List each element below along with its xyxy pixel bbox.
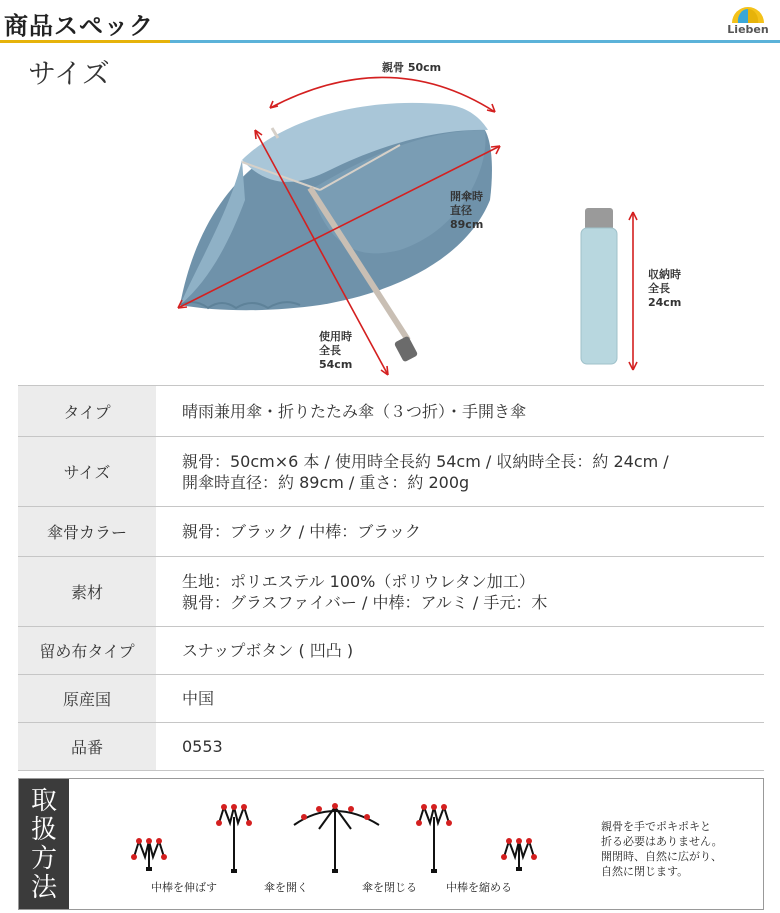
stored-length-label: 収納時 全長 24cm bbox=[648, 268, 682, 309]
spec-label: 原産国 bbox=[18, 675, 156, 723]
handling-title: 取 扱 方 法 bbox=[19, 779, 69, 909]
step-open: 傘を開く bbox=[264, 881, 308, 894]
header-underline bbox=[170, 40, 780, 43]
handling-section bbox=[18, 778, 764, 910]
spec-label: サイズ bbox=[18, 437, 156, 507]
handling-steps bbox=[79, 779, 599, 909]
umbrella-illustration bbox=[160, 50, 700, 380]
size-heading: サイズ bbox=[28, 57, 110, 90]
spec-row-item-number bbox=[18, 723, 764, 771]
header-underline-accent bbox=[0, 40, 170, 43]
spec-value: 親骨：ブラック / 中棒：ブラック bbox=[156, 507, 764, 557]
step-shorten-shaft: 中棒を縮める bbox=[446, 881, 512, 894]
spec-row-frame-color bbox=[18, 507, 764, 557]
spec-row-type bbox=[18, 386, 764, 437]
spec-value: 親骨：50cm×6 本 / 使用時全長約 54cm / 収納時全長：約 24cm / 開傘時直径：約 89cm / 重さ：約 200g bbox=[156, 437, 764, 507]
page-title: 商品スペック bbox=[4, 12, 154, 40]
spec-label: 留め布タイプ bbox=[18, 627, 156, 675]
use-length-label: 使用時 全長 54cm bbox=[319, 330, 353, 371]
step-close: 傘を閉じる bbox=[362, 881, 417, 894]
logo-text: Lieben bbox=[727, 23, 769, 36]
spec-value: 生地：ポリエステル 100%（ポリウレタン加工） 親骨：グラスファイバー / 中棒：アルミ / 手元：木 bbox=[156, 557, 764, 627]
open-diameter-label: 開傘時 直径 89cm bbox=[450, 190, 484, 231]
rib-length-label: 親骨 50cm bbox=[382, 61, 442, 74]
page-header bbox=[0, 0, 780, 44]
spec-row-origin bbox=[18, 675, 764, 723]
spec-label: タイプ bbox=[18, 386, 156, 437]
spec-value: 中国 bbox=[156, 675, 764, 723]
spec-label: 傘骨カラー bbox=[18, 507, 156, 557]
step-extend-shaft: 中棒を伸ばす bbox=[151, 881, 217, 894]
handling-note: 親骨を手でポキポキと 折る必要はありません。 開閉時、自然に広がり、 自然に閉じます。 bbox=[601, 820, 723, 878]
spec-row-fastener bbox=[18, 627, 764, 675]
spec-label: 品番 bbox=[18, 723, 156, 771]
spec-row-material bbox=[18, 557, 764, 627]
spec-value: 晴雨兼用傘・折りたたみ傘（３つ折）・手開き傘 bbox=[156, 386, 764, 437]
spec-row-size bbox=[18, 437, 764, 507]
lieben-logo bbox=[724, 3, 772, 37]
spec-table bbox=[18, 385, 764, 771]
spec-label: 素材 bbox=[18, 557, 156, 627]
umbrella-logo-icon bbox=[724, 3, 772, 25]
spec-value: 0553 bbox=[156, 723, 764, 771]
size-diagram bbox=[160, 50, 700, 380]
spec-value: スナップボタン ( 凹凸 ) bbox=[156, 627, 764, 675]
